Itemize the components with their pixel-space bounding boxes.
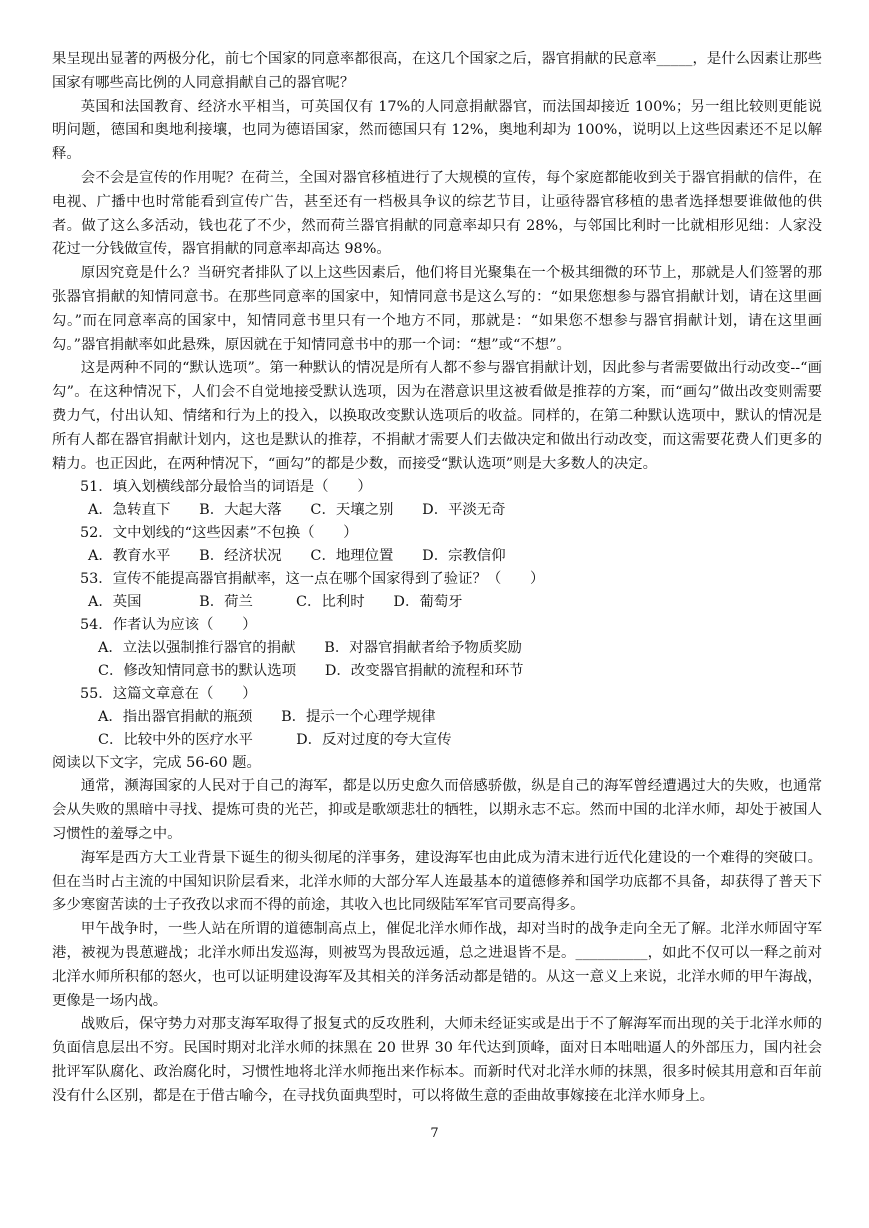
paragraph: 这是两种不同的“默认选项”。第一种默认的情况是所有人都不参与器官捐献计划，因此参与者需要做出行动改变--“画勾”。在这种情况下，人们会不自觉地接受默认选项，因为在潜意识里这被看做是推荐的方案，而“画勾”做出改变则需要费力气，付出认知、情绪和行为上的投入，以换取改变默认选项后的收益。同样的，在第二种默认选项中，默认的情况是所有人都在器官捐献计划内，这也是默认的推荐，不捐献才需要人们去做决定和做出行动改变，而这需要花费人们更多的精力。也正因此，在两种情况下，“画勾”的都是少数，而接受“默认选项”则是大多数人的决定。 bbox=[52, 360, 822, 472]
question-54 bbox=[52, 614, 822, 683]
paragraph: 英国和法国教育、经济水平相当，可英国仅有 17%的人同意捐献器官，而法国却接近 100%；另一组比较则更能说明问题，德国和奥地利接壤，也同为德语国家，然而德国只有 12%，奥地利却为 100%，说明以上这些因素还不足以解释。 bbox=[52, 98, 822, 163]
paragraph: 战败后，保守势力对那支海军取得了报复式的反攻胜利，大师未经证实或是出于不了解海军而出现的关于北洋水师的负面信息层出不穷。民国时期对北洋水师的抹黑在 20 世界 30 年代达到顶峰，面对日本咄咄逼人的外部压力，国内社会批评军队腐化、政治腐化时，习惯性地将北洋水师拖出来作标本。而新时代对北洋水师的抹黑，很多时候其用意和百年前没有什么区别，都是在于借古喻今，在寻找负面典型时，可以将做生意的歪曲故事嫁接在北洋水师身上。 bbox=[52, 1016, 822, 1104]
question-options: C．比较中外的医疗水平 D．反对过度的夸大宣传 bbox=[98, 732, 452, 749]
question-51 bbox=[52, 476, 822, 522]
question-stem: 51．填入划横线部分最恰当的词语是（ ） bbox=[80, 479, 372, 496]
paragraph: 会不会是宣传的作用呢？在荷兰，全国对器官移植进行了大规模的宣传，每个家庭都能收到关于器官捐献的信件，在电视、广播中也时常能看到宣传广告，甚至还有一档极具争议的综艺节目，让亟待器官移植的患者选择想要谁做他的供者。做了这么多活动，钱也花了不少，然而荷兰器官捐献的同意率却只有 28%，与邻国比利时一比就相形见绌：人家没花过一分钱做宣传，器官捐献的同意率却高达 98%。 bbox=[52, 169, 822, 258]
question-stem: 54．作者认为应该（ ） bbox=[80, 617, 257, 634]
question-52 bbox=[52, 522, 822, 568]
paragraph: 海军是西方大工业背景下诞生的彻头彻尾的洋事务，建设海军也由此成为清末进行近代化建设的一个难得的突破口。但在当时占主流的中国知识阶层看来，北洋水师的大部分军人连最基本的道德修养和国学功底都不具备，却获得了普天下多少寒窗苦读的士子孜孜以求而不得的前途，其收入也比同级陆军军官司要高得多。 bbox=[52, 849, 822, 914]
question-options: A．教育水平 B．经济状况 C．地理位置 D．宗教信仰 bbox=[88, 548, 506, 565]
paragraph: 通常，濒海国家的人民对于自己的海军，都是以历史愈久而倍感骄傲，纵是自己的海军曾经遭遇过大的失败，也通常会从失败的黑暗中寻找、提炼可贵的光芒，抑或是歌颂悲壮的牺牲，以期永志不忘。然而中国的北洋水师，却处于被国人习惯性的羞辱之中。 bbox=[52, 778, 822, 842]
question-options: A．急转直下 B．大起大落 C．天壤之别 D．平淡无奇 bbox=[88, 502, 506, 519]
question-stem: 55．这篇文章意在（ ） bbox=[80, 686, 257, 703]
page-number: 7 bbox=[430, 1126, 439, 1141]
question-options: C．修改知情同意书的默认选项 D．改变器官捐献的流程和环节 bbox=[98, 663, 524, 680]
question-stem: 53．宣传不能提高器官捐献率，这一点在哪个国家得到了验证？（ ） bbox=[80, 571, 545, 588]
question-options: A．指出器官捐献的瓶颈 B．提示一个心理学规律 bbox=[98, 709, 436, 726]
question-stem: 52．文中划线的“这些因素”不包换（ ） bbox=[80, 525, 358, 542]
question-53 bbox=[52, 568, 822, 614]
question-55 bbox=[52, 683, 822, 752]
question-options: A．立法以强制推行器官的捐献 B．对器官捐献者给予物质奖励 bbox=[98, 640, 522, 657]
paragraph: 原因究竟是什么？当研究者排队了以上这些因素后，他们将目光聚集在一个极其细微的环节上，那就是人们签署的那张器官捐献的知情同意书。在那些同意率的国家中，知情同意书是这么写的：“如果您想参与器官捐献计划，请在这里画勾。”而在同意率高的国家中，知情同意书里只有一个地方不同，那就是：“如果您不想参与器官捐献计划，请在这里画勾。”器官捐献率如此悬殊，原因就在于知情同意书中的那一个词：“想”或“不想”。 bbox=[52, 265, 822, 353]
paragraph: 果呈现出显著的两极分化，前七个国家的同意率都很高，在这几个国家之后，器官捐献的民意率_____，是什么因素让那些国家有哪些高比例的人同意捐献自己的器官呢？ bbox=[52, 51, 822, 91]
document-page bbox=[52, 48, 822, 1109]
question-options: A．英国 B．荷兰 C．比利时 D．葡萄牙 bbox=[88, 594, 463, 611]
paragraph: 甲午战争时，一些人站在所谓的道德制高点上，催促北洋水师作战，却对当时的战争走向全无了解。北洋水师固守军港，被视为畏葸避战；北洋水师出发巡海，则被骂为畏敌远遁，总之进退皆不是。__________，如此不仅可以一释之前对北洋水师所积郁的怒火，也可以证明建设海军及其相关的洋务活动都是错的。从这一意义上来说，北洋水师的甲午海战，更像是一场内战。 bbox=[52, 921, 822, 1009]
reading-intro: 阅读以下文字，完成 56-60 题。 bbox=[52, 755, 261, 772]
